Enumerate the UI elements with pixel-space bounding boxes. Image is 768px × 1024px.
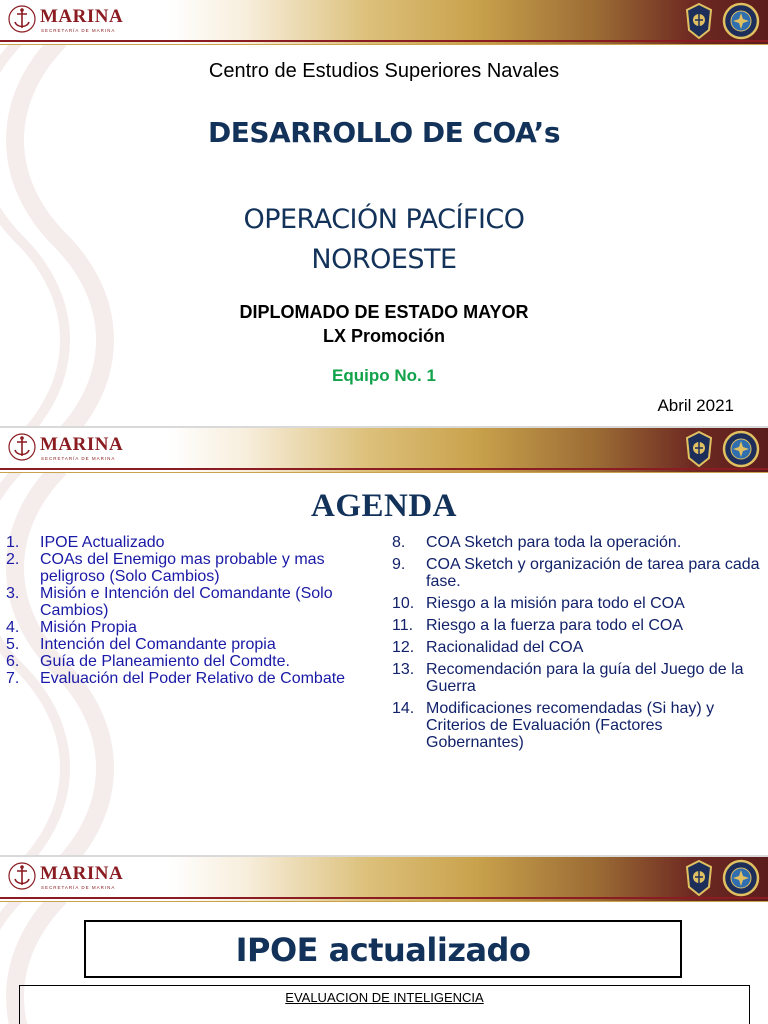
institution-name: Centro de Estudios Superiores Navales — [208, 60, 560, 82]
agenda-item-number: 3. — [6, 585, 20, 602]
agenda-item-text: COA Sketch y organización de tarea para cada fase. — [426, 556, 760, 590]
agenda-item-text: Riesgo a la misión para todo el COA — [426, 595, 685, 612]
agenda-item-number: 2. — [6, 551, 20, 568]
operation-name — [0, 200, 768, 280]
agenda-item-number: 6. — [6, 653, 20, 670]
agenda-item-text: COAs del Enemigo mas probable y mas peligroso (Solo Cambios) — [40, 551, 325, 585]
agenda-item — [6, 636, 346, 653]
agenda-item — [392, 661, 764, 695]
agenda-item-number: 4. — [6, 619, 20, 636]
agenda-item-text: Modificaciones recomendadas (Si hay) y Criterios de Evaluación (Factores Gobernantes) — [426, 700, 715, 751]
agenda-item-text: Racionalidad del COA — [426, 639, 584, 656]
agenda-item — [6, 534, 346, 551]
agenda-item-text: Misión Propia — [40, 619, 137, 636]
agenda-item — [6, 653, 346, 670]
brand-subtitle: SECRETARÍA DE MARINA — [41, 456, 116, 461]
presentation-title: DESARROLLO DE COA’s — [208, 116, 560, 149]
marina-logo — [8, 861, 148, 895]
agenda-list-right — [392, 534, 764, 756]
agenda-item — [392, 700, 764, 751]
naval-shield-icon — [684, 430, 714, 468]
agenda-item — [392, 556, 764, 590]
presentation-date: Abril 2021 — [657, 396, 734, 415]
team-label: Equipo No. 1 — [332, 366, 436, 385]
slide-ipoe — [0, 857, 768, 1024]
anchor-icon — [8, 432, 36, 462]
agenda-item-text: Intención del Comandante propia — [40, 636, 276, 653]
agenda-item-text: Evaluación del Poder Relativo de Combate — [40, 670, 346, 687]
agenda-item — [6, 619, 346, 636]
naval-shield-icon — [684, 859, 714, 897]
agenda-item-number: 12. — [392, 639, 415, 656]
agenda-title: AGENDA — [310, 488, 457, 524]
slide-header — [0, 0, 768, 44]
naval-shield-icon — [684, 2, 714, 40]
brand-subtitle: SECRETARÍA DE MARINA — [41, 28, 116, 33]
agenda-item — [392, 595, 764, 612]
agenda-item — [392, 617, 764, 634]
agenda-item-text: COA Sketch para toda la operación. — [426, 534, 682, 551]
seal-icon — [722, 859, 760, 897]
agenda-item-number: 8. — [392, 534, 406, 551]
seal-icon — [722, 430, 760, 468]
agenda-item-number: 5. — [6, 636, 20, 653]
evaluation-box — [19, 985, 750, 1024]
brand-subtitle: SECRETARÍA DE MARINA — [41, 885, 116, 890]
slide-header — [0, 857, 768, 901]
agenda-item — [6, 585, 346, 619]
marina-logo — [8, 4, 148, 38]
brand-name: MARINA — [40, 434, 124, 455]
course-name: DIPLOMADO DE ESTADO MAYOR — [239, 302, 529, 322]
operation-line-2: NOROESTE — [311, 244, 457, 275]
agenda-item — [392, 534, 764, 551]
marina-logo — [8, 432, 148, 466]
evaluation-heading: EVALUACION DE INTELIGENCIA — [285, 990, 484, 1005]
anchor-icon — [8, 861, 36, 891]
agenda-item — [6, 670, 346, 687]
agenda-item-number: 9. — [392, 556, 406, 573]
agenda-item-text: IPOE Actualizado — [40, 534, 165, 551]
slide-agenda — [0, 428, 768, 855]
agenda-item-text: Misión e Intención del Comandante (Solo Cambios) — [40, 585, 333, 619]
brand-name: MARINA — [40, 863, 124, 884]
agenda-item-text: Riesgo a la fuerza para todo el COA — [426, 617, 684, 634]
agenda-item-number: 7. — [6, 670, 20, 687]
operation-line-1: OPERACIÓN PACÍFICO — [243, 204, 525, 235]
agenda-item — [392, 639, 764, 656]
ipoe-title: IPOE actualizado — [235, 931, 531, 969]
agenda-item-text: Guía de Planeamiento del Comdte. — [40, 653, 290, 670]
agenda-item-number: 14. — [392, 700, 415, 717]
slide-header — [0, 428, 768, 472]
promotion-name: LX Promoción — [322, 326, 445, 346]
agenda-item — [6, 551, 346, 585]
slide-title — [0, 0, 768, 426]
agenda-item-number: 13. — [392, 661, 415, 678]
agenda-item-text: Recomendación para la guía del Juego de la Guerra — [426, 661, 744, 695]
agenda-item-number: 1. — [6, 534, 20, 551]
brand-name: MARINA — [40, 6, 124, 27]
anchor-icon — [8, 4, 36, 34]
agenda-item-number: 10. — [392, 595, 415, 612]
agenda-item-number: 11. — [392, 617, 414, 634]
ipoe-title-box — [84, 920, 682, 978]
seal-icon — [722, 2, 760, 40]
agenda-list-left — [6, 534, 346, 687]
